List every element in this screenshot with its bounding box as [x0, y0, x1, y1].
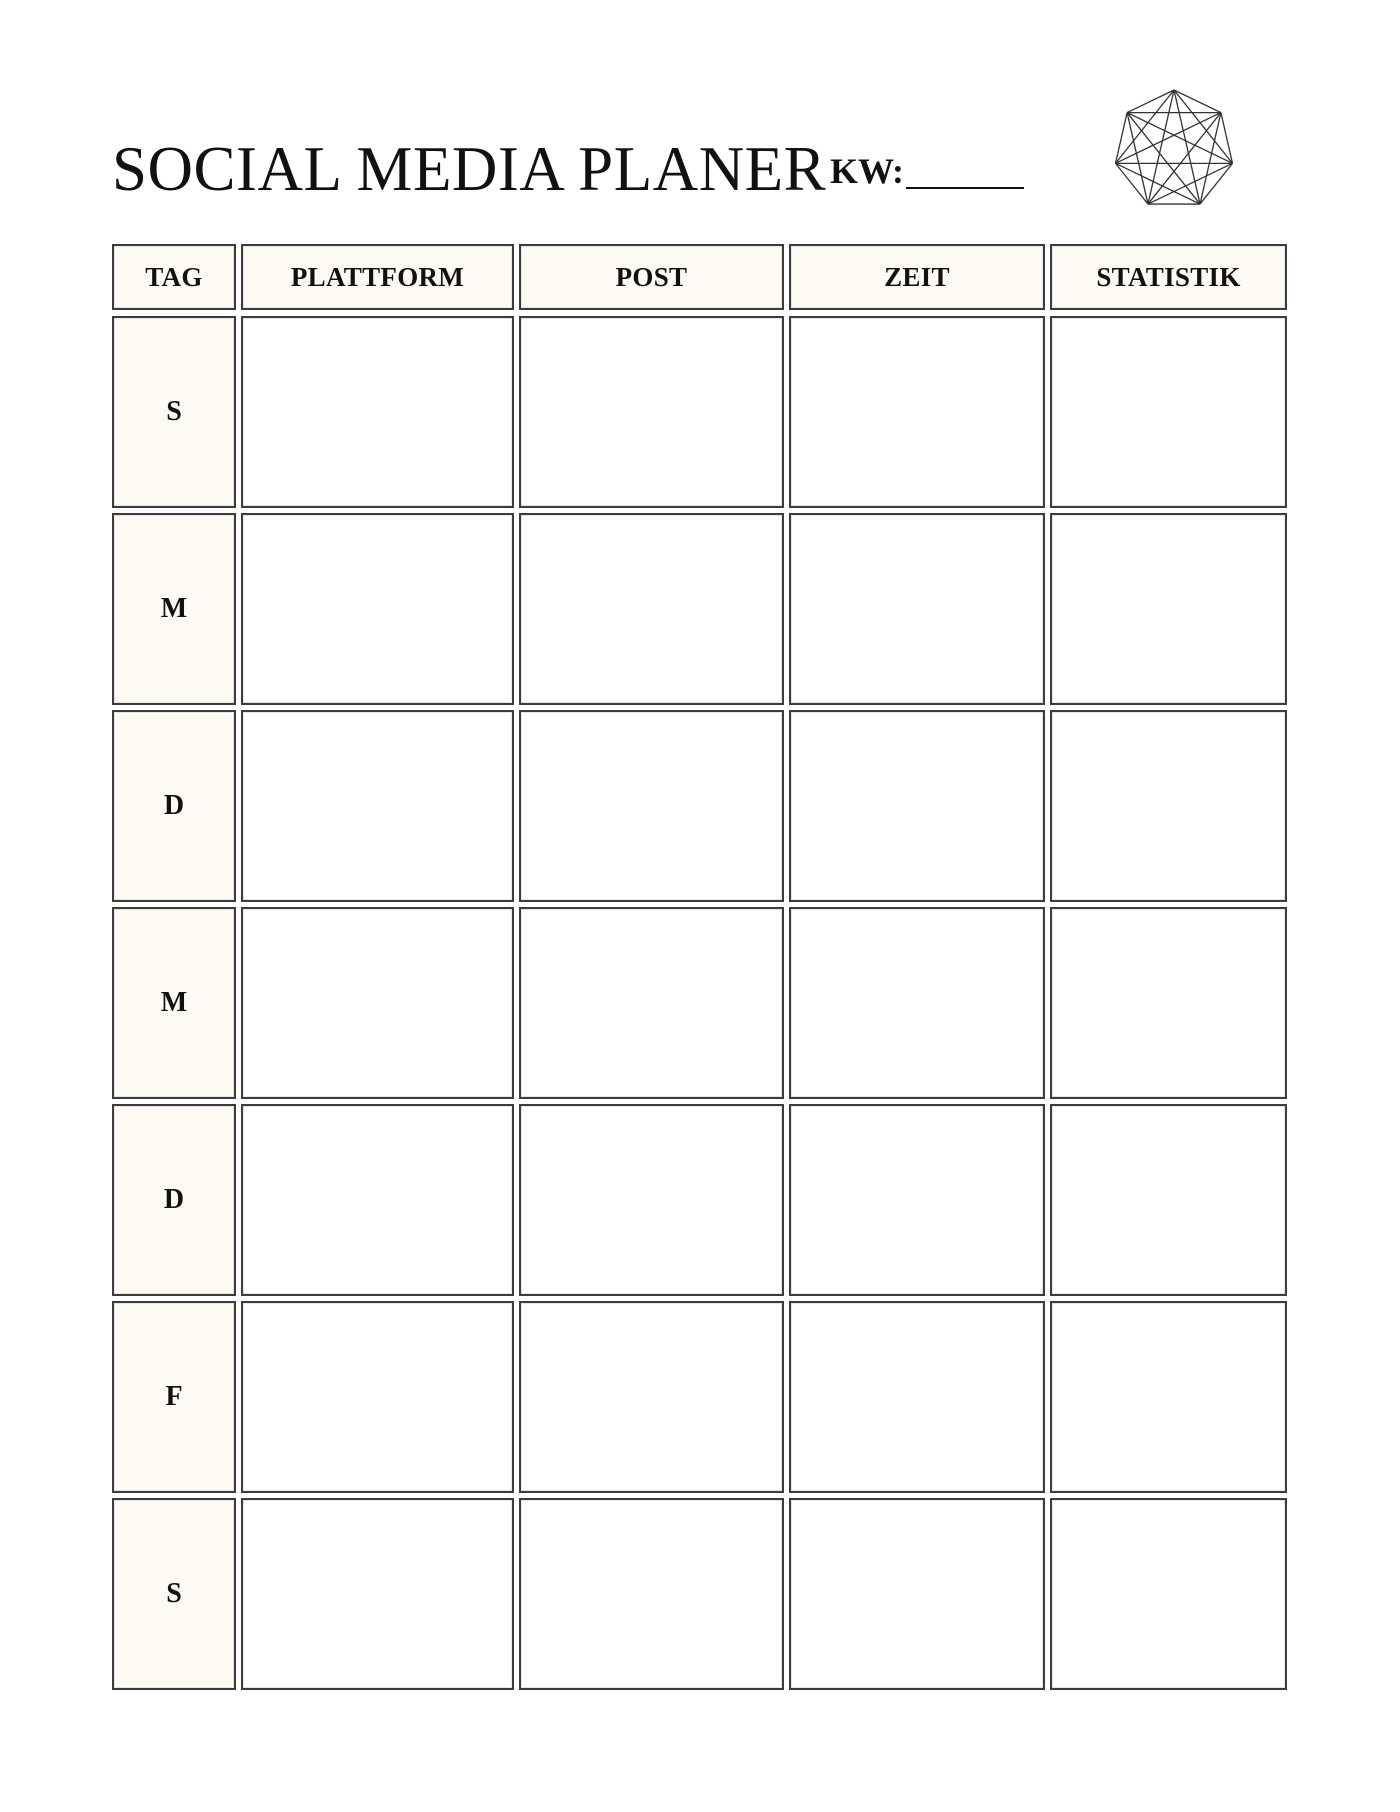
- emblem-line: [1148, 163, 1233, 204]
- emblem-line: [1127, 90, 1174, 113]
- day-label: D: [163, 1184, 185, 1215]
- entry-cell-zeit[interactable]: [789, 1498, 1045, 1690]
- heptagram-icon: [1104, 84, 1244, 214]
- day-cell: [112, 513, 236, 705]
- entry-cell-plattform[interactable]: [241, 710, 514, 902]
- entry-cell-zeit[interactable]: [789, 513, 1045, 705]
- day-label: F: [165, 1381, 183, 1412]
- day-cell: [112, 316, 236, 508]
- column-header-post: [519, 244, 784, 310]
- entry-cell-plattform[interactable]: [241, 907, 514, 1099]
- entry-cell-zeit[interactable]: [789, 907, 1045, 1099]
- entry-cell-post[interactable]: [519, 907, 784, 1099]
- day-label: S: [166, 1578, 182, 1609]
- day-label: M: [160, 593, 188, 624]
- day-cell: [112, 1498, 236, 1690]
- column-header-label: TAG: [145, 261, 203, 292]
- column-header-plattform: [241, 244, 514, 310]
- entry-cell-plattform[interactable]: [241, 1301, 514, 1493]
- entry-cell-zeit[interactable]: [789, 316, 1045, 508]
- entry-cell-post[interactable]: [519, 513, 784, 705]
- day-label: S: [166, 396, 182, 427]
- day-cell: [112, 1104, 236, 1296]
- column-header-zeit: [789, 244, 1045, 310]
- column-header-tag: [112, 244, 236, 310]
- day-cell: [112, 710, 236, 902]
- column-header-statistik: [1050, 244, 1287, 310]
- week-number-label: KW:: [830, 151, 905, 191]
- week-number-field: [830, 153, 1024, 189]
- emblem-line: [1127, 113, 1232, 164]
- entry-cell-zeit[interactable]: [789, 710, 1045, 902]
- entry-cell-post[interactable]: [519, 1498, 784, 1690]
- entry-cell-post[interactable]: [519, 316, 784, 508]
- column-header-label: STATISTIK: [1096, 261, 1241, 292]
- column-header-label: ZEIT: [884, 261, 950, 292]
- entry-cell-plattform[interactable]: [241, 1498, 514, 1690]
- emblem-line: [1116, 163, 1201, 204]
- day-label: M: [160, 987, 188, 1018]
- entry-cell-statistik[interactable]: [1050, 907, 1287, 1099]
- day-cell: [112, 1301, 236, 1493]
- entry-cell-statistik[interactable]: [1050, 1498, 1287, 1690]
- week-number-blank[interactable]: [906, 159, 1024, 189]
- entry-cell-post[interactable]: [519, 1104, 784, 1296]
- day-cell: [112, 907, 236, 1099]
- entry-cell-zeit[interactable]: [789, 1301, 1045, 1493]
- column-header-label: PLATTFORM: [290, 261, 465, 292]
- entry-cell-plattform[interactable]: [241, 1104, 514, 1296]
- entry-cell-plattform[interactable]: [241, 513, 514, 705]
- entry-cell-post[interactable]: [519, 710, 784, 902]
- entry-cell-zeit[interactable]: [789, 1104, 1045, 1296]
- entry-cell-statistik[interactable]: [1050, 710, 1287, 902]
- entry-cell-statistik[interactable]: [1050, 513, 1287, 705]
- day-label: D: [163, 790, 185, 821]
- emblem-line: [1174, 90, 1221, 113]
- entry-cell-statistik[interactable]: [1050, 1301, 1287, 1493]
- entry-cell-statistik[interactable]: [1050, 1104, 1287, 1296]
- entry-cell-statistik[interactable]: [1050, 316, 1287, 508]
- entry-cell-plattform[interactable]: [241, 316, 514, 508]
- column-header-label: POST: [615, 261, 688, 292]
- emblem-line: [1116, 113, 1221, 164]
- entry-cell-post[interactable]: [519, 1301, 784, 1493]
- page-title: SOCIAL MEDIA PLANER: [112, 134, 827, 204]
